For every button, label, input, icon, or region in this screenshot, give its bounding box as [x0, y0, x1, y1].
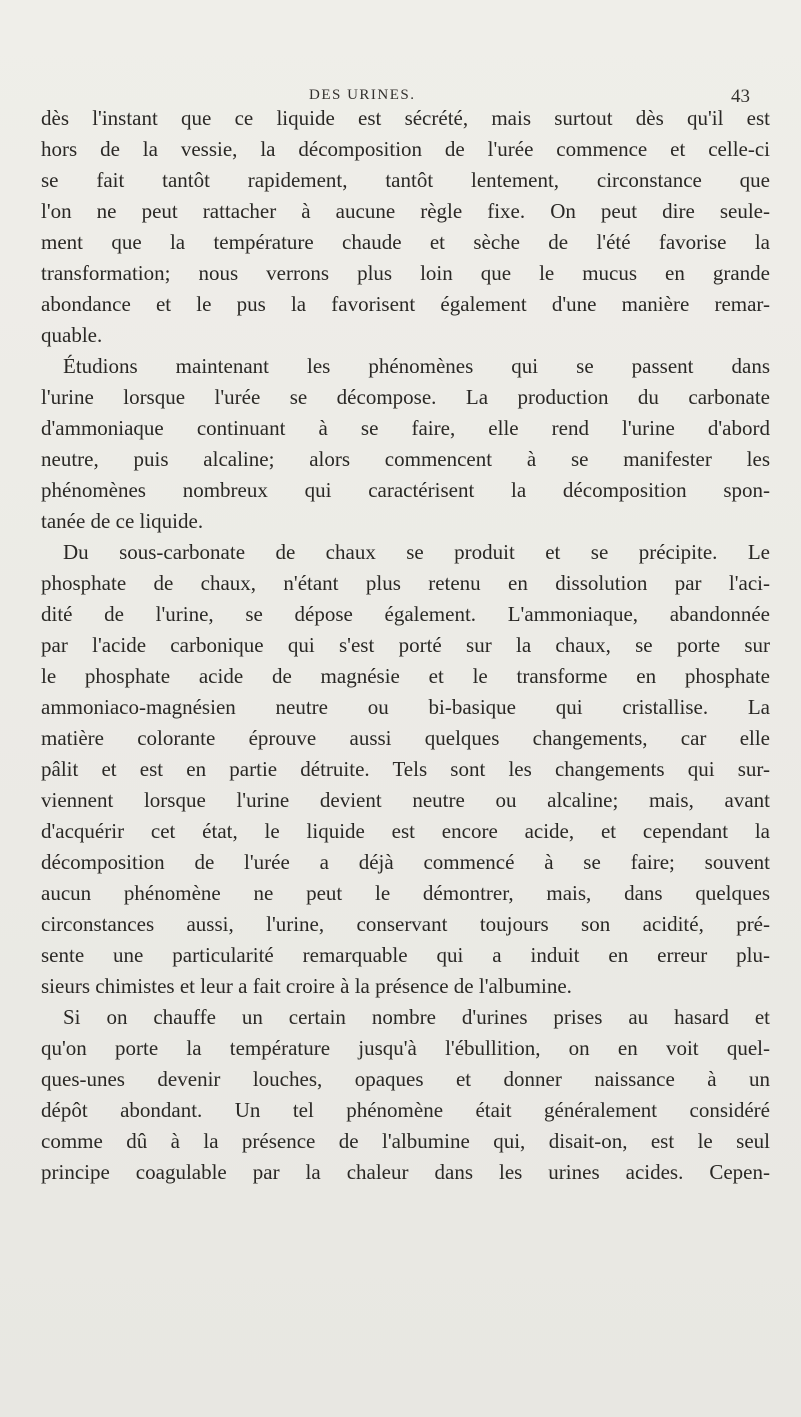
- text-line: abondance et le pus la favorisent également d'une manière remar-: [41, 292, 770, 316]
- text-line: Du sous-carbonate de chaux se produit et se précipite. Le: [63, 540, 770, 564]
- text-line: aucun phénomène ne peut le démontrer, mais, dans quelques: [41, 881, 770, 905]
- text-line: pâlit et est en partie détruite. Tels sont les changements qui sur-: [41, 757, 770, 781]
- text-line: transformation; nous verrons plus loin que le mucus en grande: [41, 261, 770, 285]
- running-title: DES URINES.: [309, 87, 416, 103]
- text-line: Si on chauffe un certain nombre d'urines prises au hasard et: [63, 1005, 770, 1029]
- text-line: ques-unes devenir louches, opaques et donner naissance à un: [41, 1067, 770, 1091]
- text-line: décomposition de l'urée a déjà commencé à se faire; souvent: [41, 850, 770, 874]
- page-number: 43: [731, 86, 750, 107]
- text-line: viennent lorsque l'urine devient neutre ou alcaline; mais, avant: [41, 788, 770, 812]
- text-line: sieurs chimistes et leur a fait croire à la présence de l'albumine.: [41, 974, 572, 998]
- text-line: phosphate de chaux, n'étant plus retenu en dissolution par l'aci-: [41, 571, 770, 595]
- text-line: dité de l'urine, se dépose également. L'ammoniaque, abandonnée: [41, 602, 770, 626]
- text-line: le phosphate acide de magnésie et le transforme en phosphate: [41, 664, 770, 688]
- text-line: l'urine lorsque l'urée se décompose. La production du carbonate: [41, 385, 770, 409]
- text-line: quable.: [41, 323, 103, 347]
- text-line: comme dû à la présence de l'albumine qui, disait-on, est le seul: [41, 1129, 770, 1153]
- text-line: qu'on porte la température jusqu'à l'ébullition, on en voit quel-: [41, 1036, 770, 1060]
- body-text: [41, 103, 770, 1188]
- text-line: matière colorante éprouve aussi quelques changements, car elle: [41, 726, 770, 750]
- text-line: ment que la température chaude et sèche de l'été favorise la: [41, 230, 770, 254]
- text-line: dépôt abondant. Un tel phénomène était généralement considéré: [41, 1098, 770, 1122]
- text-line: phénomènes nombreux qui caractérisent la décomposition spon-: [41, 478, 770, 502]
- text-line: par l'acide carbonique qui s'est porté sur la chaux, se porte sur: [41, 633, 770, 657]
- text-line: se fait tantôt rapidement, tantôt lentement, circonstance que: [41, 168, 770, 192]
- text-line: circonstances aussi, l'urine, conservant toujours son acidité, pré-: [41, 912, 770, 936]
- text-line: d'acquérir cet état, le liquide est encore acide, et cependant la: [41, 819, 770, 843]
- text-line: Étudions maintenant les phénomènes qui se passent dans: [63, 354, 770, 378]
- text-line: l'on ne peut rattacher à aucune règle fixe. On peut dire seule-: [41, 199, 770, 223]
- text-line: sente une particularité remarquable qui a induit en erreur plu-: [41, 943, 770, 967]
- text-line: principe coagulable par la chaleur dans les urines acides. Cepen-: [41, 1160, 770, 1184]
- text-line: dès l'instant que ce liquide est sécrété, mais surtout dès qu'il est: [41, 106, 770, 130]
- text-line: hors de la vessie, la décomposition de l'urée commence et celle-ci: [41, 137, 770, 161]
- text-line: tanée de ce liquide.: [41, 509, 204, 533]
- text-line: ammoniaco-magnésien neutre ou bi-basique qui cristallise. La: [41, 695, 770, 719]
- text-line: d'ammoniaque continuant à se faire, elle rend l'urine d'abord: [41, 416, 770, 440]
- text-line: neutre, puis alcaline; alors commencent à se manifester les: [41, 447, 770, 471]
